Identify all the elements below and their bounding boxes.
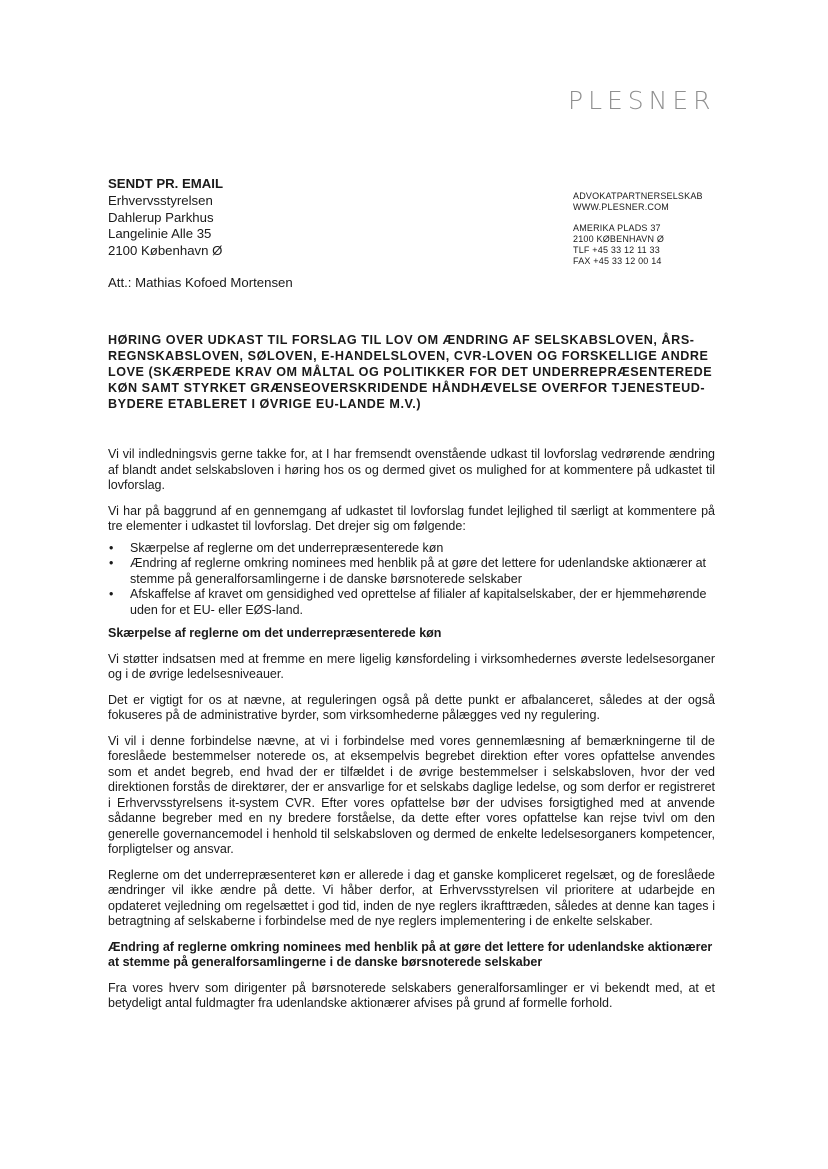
list-item: • Ændring af reglerne omkring nominees med henblik på at gøre det lettere for udenlandske aktionærer at stemme på generalforsamlingerne i de danske børsnoterede selskaber [109,556,707,586]
bullet-icon: • [109,540,114,555]
recipient-line: 2100 København Ø [108,243,223,259]
document-body [108,447,715,1022]
body-paragraph: Vi vil i denne forbindelse nævne, at vi i forbindelse med vores gennemlæsning af bemærkningerne til de foreslåede bestemmelser noterede os, at eksempelvis begrebet direktion efter vores opfattelse anvendes som et andet begreb, end hvad der er tilfældet i de øvrige bestemmelser i selskabsloven, hvor der ved direktionen forstås de direktører, der er ansvarlige for et selskabs daglige ledelse, og som derfor er registreret i Erhvervsstyrelsens it-system CVR. Efter vores opfattelse bør der udvises forsigtighed med at anvende sådanne begreber med en ny bredere forståelse, da dette efter vores opfattelse kan rejse tvivl om den generelle governancemodel i henhold til selskabsloven og dermed de enkelte ledelsesorganers kompetencer, forpligtelser og ansvar. [108,733,715,856]
bullet-icon: • [109,587,114,601]
intro-paragraph: Vi vil indledningsvis gerne takke for, at I har fremsendt ovenstående udkast til lovforslag vedrørende ændring af blandt andet selskabsloven i høring hos os og dermed givet os mulighed for at kommentere på udkastet til lovforslag. [108,447,715,492]
section-heading: Skærpelse af reglerne om det underrepræsenterede køn [108,626,442,640]
body-paragraph: Fra vores hverv som dirigenter på børsnoterede selskabers generalforsamlinger er vi bekendt med, at et betydeligt antal fuldmagter fra udenlandske aktionærer afvises på grund af formelle forhold. [108,980,715,1010]
recipient-line: Erhvervsstyrelsen [108,192,213,208]
body-paragraph: Vi støtter indsatsen med at fremme en mere ligelig kønsfordeling i virksomhedernes øverste ledelsesorganer og i de øvrige ledelsesniveauer. [108,651,715,681]
topic-list [108,541,715,619]
attention-line: Att.: Mathias Kofoed Mortensen [108,275,293,290]
plesner-logo: PLESNER [568,86,716,115]
list-item: • Skærpelse af reglerne om det underrepræsenterede køn [109,540,444,555]
recipient-address [108,176,223,260]
recipient-line: Langelinie Alle 35 [108,226,212,242]
firm-phone: TLF +45 33 12 11 33 [573,245,660,255]
firm-website: WWW.PLESNER.COM [573,202,670,212]
firm-fax: FAX +45 33 12 00 14 [573,256,662,266]
recipient-line: Dahlerup Parkhus [108,209,214,225]
list-item: • Afskaffelse af kravet om gensidighed ved oprettelse af filialer af kapitalselskaber, der er hjemmehørende uden for et EU- eller EØS-land. [109,587,707,617]
bullet-icon: • [109,556,114,570]
intro-paragraph: Vi har på baggrund af en gennemgang af udkastet til lovforslag fundet lejlighed til særligt at kommentere på tre elementer i udkastet til lovforslag. Det drejer sig om følgende: [108,503,715,533]
firm-city: 2100 KØBENHAVN Ø [573,234,665,244]
section-heading: Ændring af reglerne omkring nominees med henblik på at gøre det lettere for udenlandske aktionærer at stemme på generalforsamlingerne i de danske børsnoterede selskaber [108,939,713,969]
document-title: HØRING OVER UDKAST TIL FORSLAG TIL LOV OM ÆNDRING AF SELSKABSLOVEN, ÅRS-REGNSKABSLOVEN, SØLOVEN, E-HANDELSLOVEN, CVR-LOVEN OG FORSKELLIGE ANDRE LOVE (SKÆRPEDE KRAV OM MÅLTAL OG POLITIKKER FOR DET UNDERREPRÆSENTEREDE KØN SAMT STYRKET GRÆNSEOVERSKRIDENDE HÅNDHÆVELSE OVERFOR TJENESTEUD-BYDERE ETABLERET I ØVRIGE EU-LANDE M.V.) [108,333,713,411]
firm-info [573,191,703,267]
body-paragraph: Reglerne om det underrepræsenteret køn er allerede i dag et ganske kompliceret regelsæt, og de foreslåede ændringer vil ikke ændre på dette. Vi håber derfor, at Erhvervsstyrelsen vil prioritere at udarbejde en opdateret vejledning om regelsættet i god tid, inden de nye reglers ikrafttræden, således at denne kan tages i betragtning af selskaberne i forbindelse med de nye reglers implementering i de enkelte selskaber. [108,867,715,928]
body-paragraph: Det er vigtigt for os at nævne, at reguleringen også på dette punkt er afbalanceret, således at der også fokuseres på de administrative byrder, som virksomhederne pålægges ved ny regulering. [108,692,715,722]
sent-by-email-label: SENDT PR. EMAIL [108,176,224,191]
firm-street: AMERIKA PLADS 37 [573,223,661,233]
firm-type: ADVOKATPARTNERSELSKAB [573,191,703,201]
